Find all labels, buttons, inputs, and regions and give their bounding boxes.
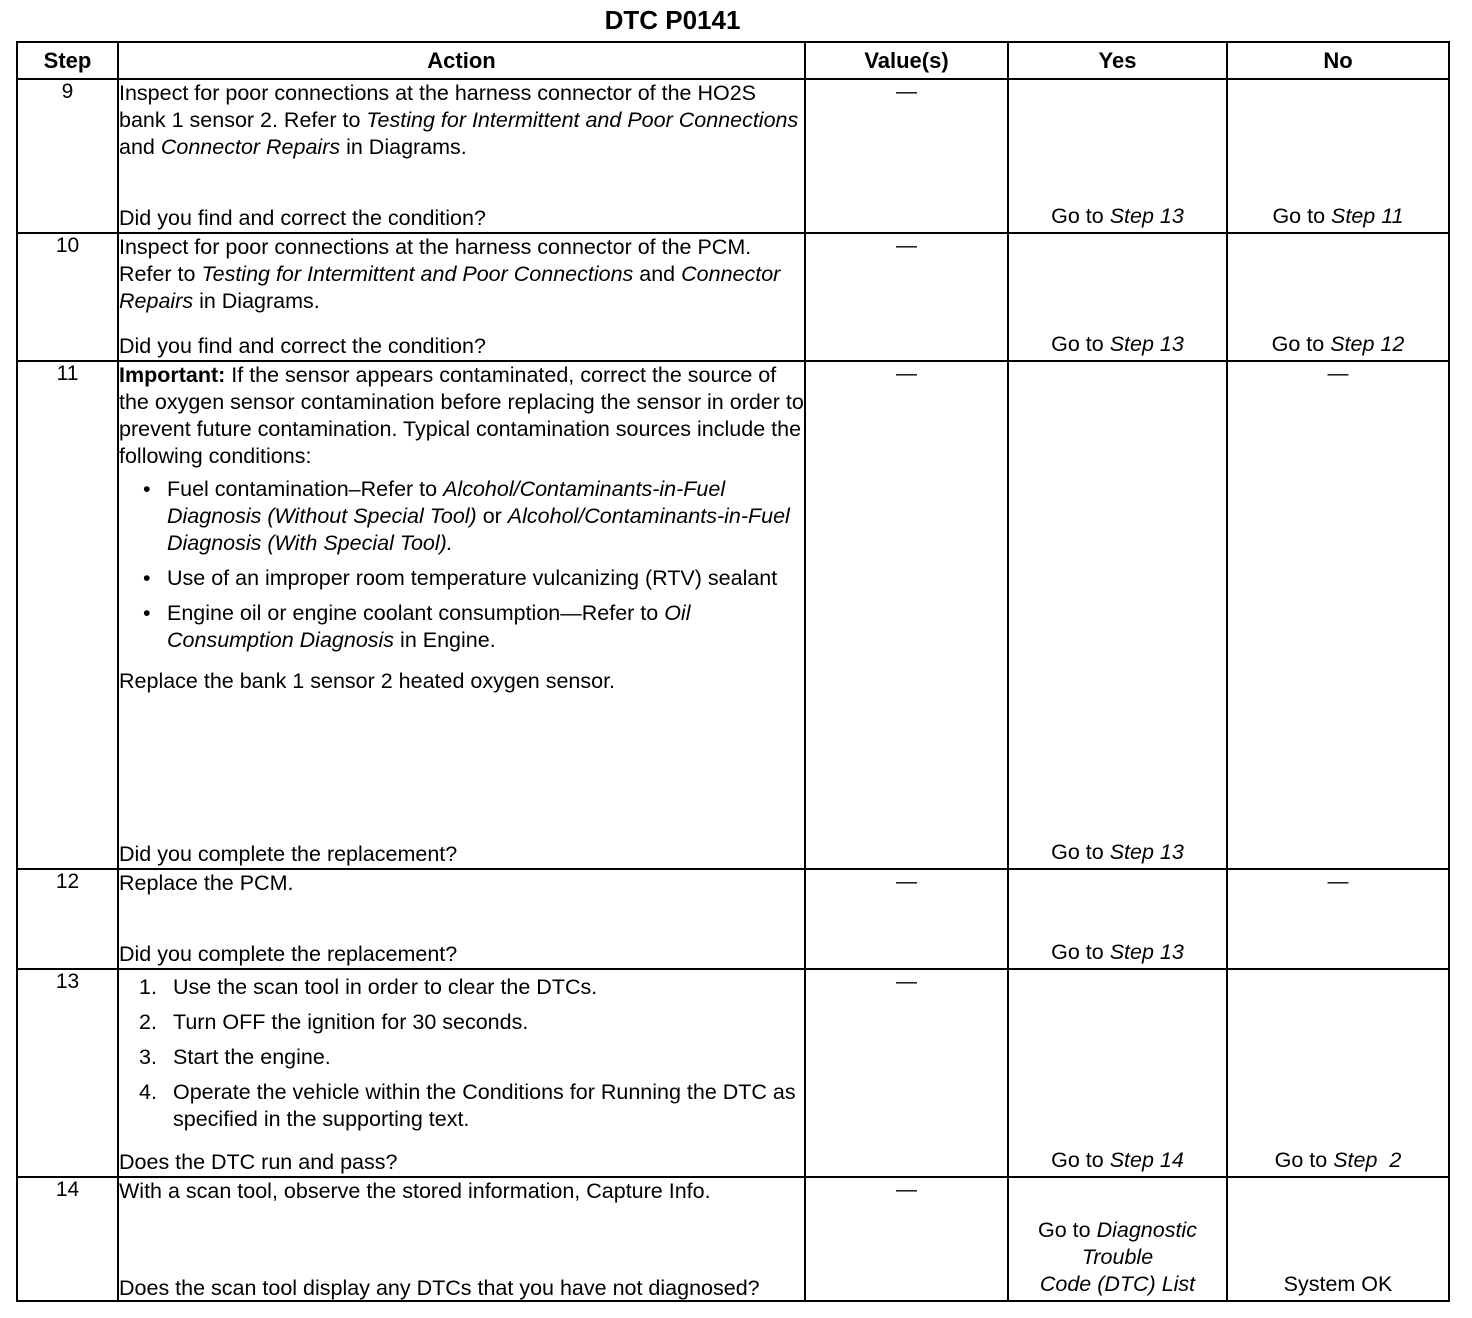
step-number: 13 — [17, 969, 118, 1177]
header-yes: Yes — [1008, 42, 1227, 79]
list-item: 3. Start the engine. — [139, 1045, 331, 1069]
action-cell — [118, 79, 805, 233]
no-cell: Go to Step 11 — [1227, 79, 1449, 233]
action-text: With a scan tool, observe the stored information, Capture Info. — [119, 1179, 711, 1203]
no-cell: — — [1227, 869, 1449, 969]
reference-link: Testing for Intermittent and Poor Connections — [201, 262, 634, 286]
yes-cell: Go to Step 13 — [1008, 79, 1227, 233]
procedure-list — [119, 974, 804, 1141]
step-number: 14 — [17, 1177, 118, 1301]
action-question: Did you complete the replacement? — [119, 942, 458, 966]
step-reference: Step 13 — [1109, 204, 1184, 228]
table-row-step-9 — [17, 79, 1449, 233]
value-cell: — — [805, 233, 1008, 361]
value-cell: — — [805, 969, 1008, 1177]
header-row — [17, 42, 1449, 79]
yes-cell: Go to Step 13 — [1008, 361, 1227, 869]
action-question: Does the scan tool display any DTCs that you have not diagnosed? — [119, 1276, 760, 1300]
step-reference: Code (DTC) List — [1039, 1272, 1196, 1296]
header-step: Step — [17, 42, 118, 79]
table-row-step-11 — [17, 361, 1449, 869]
table-row-step-14 — [17, 1177, 1449, 1301]
yes-cell: Go to Step 14 — [1008, 969, 1227, 1177]
value-cell: — — [805, 869, 1008, 969]
reference-link: Connector Repairs — [160, 135, 341, 159]
action-text: Replace the bank 1 sensor 2 heated oxygen sensor. — [119, 669, 616, 693]
page-title: DTC P0141 — [604, 5, 741, 35]
value-cell: — — [805, 361, 1008, 869]
header-action: Action — [118, 42, 805, 79]
reference-link: Testing for Intermittent and Poor Connections — [366, 108, 799, 132]
step-number: 9 — [17, 79, 118, 233]
contamination-list — [119, 476, 804, 662]
list-item: 1. Use the scan tool in order to clear the DTCs. — [139, 975, 598, 999]
table-row-step-13 — [17, 969, 1449, 1177]
action-cell — [118, 361, 805, 869]
no-cell: — — [1227, 361, 1449, 869]
list-item: 4. Operate the vehicle within the Conditions for Running the DTC as specified in the supporting text. — [139, 1080, 796, 1131]
step-reference: Step 13 — [1109, 332, 1184, 356]
action-question: Did you find and correct the condition? — [119, 334, 486, 358]
list-item: • Use of an improper room temperature vulcanizing (RTV) sealant — [143, 565, 804, 592]
action-cell — [118, 1177, 805, 1301]
yes-cell: Go to Diagnostic Trouble Code (DTC) List — [1008, 1177, 1227, 1301]
no-cell — [1227, 1177, 1449, 1301]
step-reference: Step 12 — [1330, 332, 1405, 356]
step-number: 12 — [17, 869, 118, 969]
important-label: Important: — [119, 363, 226, 387]
no-cell: Go to Step 12 — [1227, 233, 1449, 361]
step-reference: Diagnostic — [1096, 1218, 1197, 1242]
value-cell: — — [805, 79, 1008, 233]
important-note: Important: If the sensor appears contaminated, correct the source of the oxygen sensor contamination before replacing the sensor in order to prevent future contamination. Typical contamination sources include the following conditions: — [119, 363, 804, 468]
action-cell — [118, 869, 805, 969]
yes-cell: Go to Step 13 — [1008, 233, 1227, 361]
action-question: Did you find and correct the condition? — [119, 206, 486, 230]
value-cell: — — [805, 1177, 1008, 1301]
header-no: No — [1227, 42, 1449, 79]
step-reference: Step 13 — [1109, 940, 1184, 964]
action-text: Inspect for poor connections at the harness connector of the HO2S bank 1 sensor 2. Refer to Testing for Intermittent and Poor Connections and Connector Repairs in Diagrams. — [119, 81, 799, 159]
step-reference: Step 11 — [1331, 204, 1404, 228]
table-row-step-12 — [17, 869, 1449, 969]
header-values: Value(s) — [805, 42, 1008, 79]
reference-link: Connector Repairs — [119, 262, 781, 313]
step-number: 11 — [17, 361, 118, 869]
dtc-table — [16, 41, 1450, 1302]
no-cell: Go to Step 2 — [1227, 969, 1449, 1177]
step-reference: Trouble — [1081, 1245, 1154, 1269]
action-question: Did you complete the replacement? — [119, 842, 458, 866]
step-reference: Step 13 — [1109, 840, 1184, 864]
step-number: 10 — [17, 233, 118, 361]
list-item: • Fuel contamination–Refer to Alcohol/Contaminants-in-Fuel Diagnosis (Without Special Tool) or Alcohol/Contaminants-in-Fuel Diagnosis (With Special Tool). — [143, 476, 804, 557]
reference-link: Alcohol/Contaminants-in-Fuel Diagnosis (With Special Tool). — [167, 504, 790, 555]
action-cell — [118, 233, 805, 361]
table-row-step-10 — [17, 233, 1449, 361]
action-question: Does the DTC run and pass? — [119, 1150, 398, 1174]
result-text: System OK — [1283, 1272, 1393, 1296]
reference-link: Alcohol/Contaminants-in-Fuel Diagnosis (Without Special Tool) — [167, 477, 726, 528]
action-text: Inspect for poor connections at the harness connector of the PCM. Refer to Testing for Intermittent and Poor Connections and Connector Repairs in Diagrams. — [119, 235, 781, 313]
reference-link: Oil Consumption Diagnosis — [167, 601, 691, 652]
action-cell — [118, 969, 805, 1177]
list-item: • Engine oil or engine coolant consumption—Refer to Oil Consumption Diagnosis in Engine. — [143, 600, 804, 654]
step-reference: Step 14 — [1109, 1148, 1184, 1172]
action-text: Replace the PCM. — [119, 871, 294, 895]
step-reference: Step 2 — [1333, 1148, 1402, 1172]
yes-cell: Go to Step 13 — [1008, 869, 1227, 969]
list-item: 2. Turn OFF the ignition for 30 seconds. — [139, 1010, 529, 1034]
